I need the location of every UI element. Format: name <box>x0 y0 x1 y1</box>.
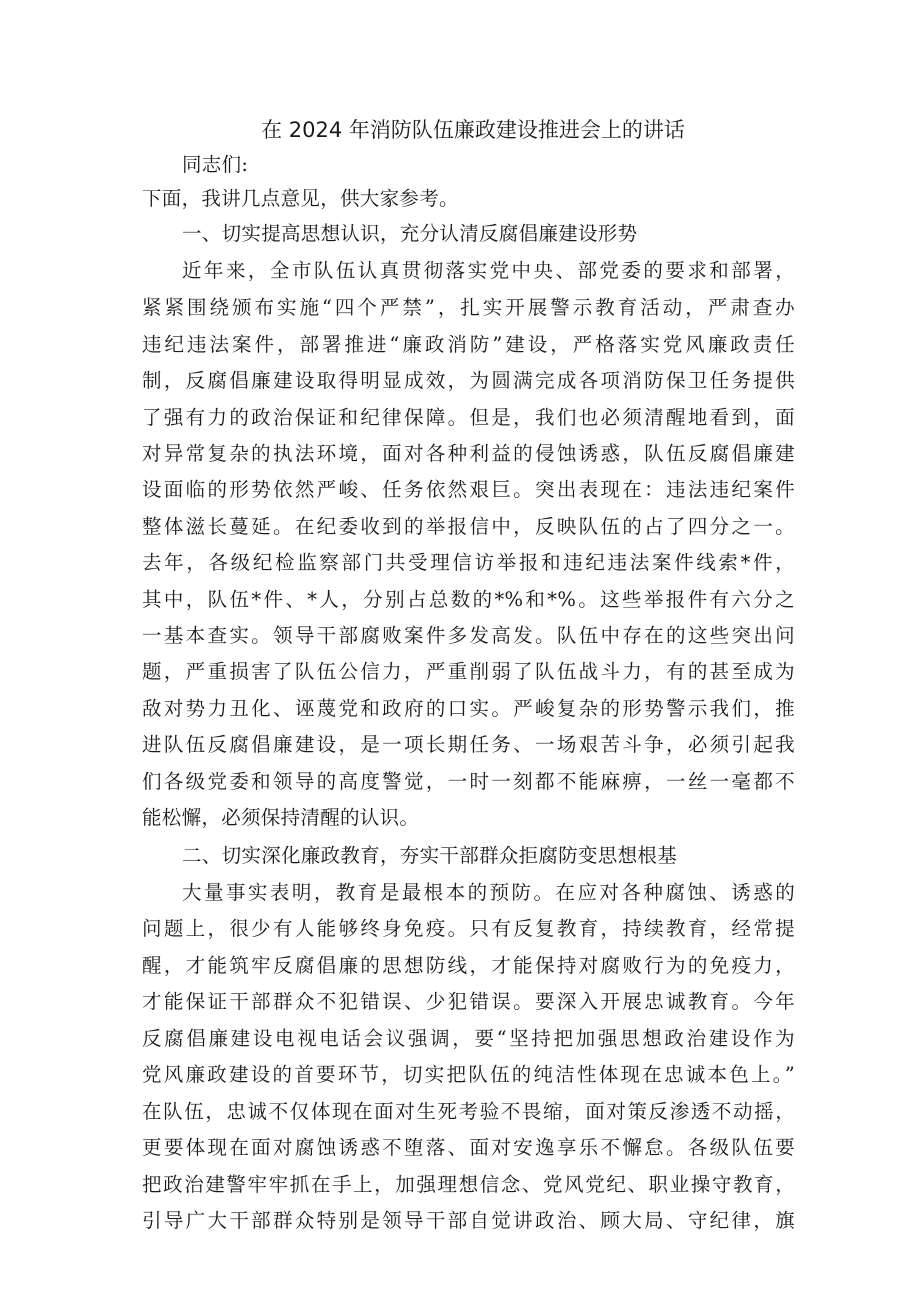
paragraph-line: 设面临的形势依然严峻、任务依然艰巨。突出表现在：违法违纪案件 <box>142 478 795 501</box>
paragraph-line: 在队伍，忠诚不仅体现在面对生死考验不畏缩，面对策反渗透不动摇， <box>142 1100 795 1123</box>
section-heading-2: 二、切实深化廉政教育，夯实干部群众拒腐防变思想根基 <box>182 844 678 867</box>
paragraph-line: 下面，我讲几点意见，供大家参考。 <box>142 187 459 210</box>
paragraph-line: 题，严重损害了队伍公信力，严重削弱了队伍战斗力，有的甚至成为 <box>142 660 795 683</box>
paragraph-line: 近年来，全市队伍认真贯彻落实党中央、部党委的要求和部署， <box>182 259 795 282</box>
paragraph-line: 进队伍反腐倡廉建设，是一项长期任务、一场艰苦斗争，必须引起我 <box>142 733 795 756</box>
paragraph-line: 能松懈，必须保持清醒的认识。 <box>142 806 420 829</box>
paragraph-line: 反腐倡廉建设电视电话会议强调，要“坚持把加强思想政治建设作为 <box>142 1027 795 1050</box>
paragraph-line: 更要体现在面对腐蚀诱惑不堕落、面对安逸享乐不懈怠。各级队伍要 <box>142 1136 795 1159</box>
paragraph-line: 醒，才能筑牢反腐倡廉的思想防线，才能保持对腐败行为的免疫力， <box>142 954 795 977</box>
paragraph-line: 引导广大干部群众特别是领导干部自觉讲政治、顾大局、守纪律，旗 <box>142 1209 795 1232</box>
paragraph-line: 问题上，很少有人能够终身免疫。只有反复教育，持续教育，经常提 <box>142 917 795 940</box>
paragraph-line: 制，反腐倡廉建设取得明显成效，为圆满完成各项消防保卫任务提供 <box>142 369 795 392</box>
document-title: 在 2024 年消防队伍廉政建设推进会上的讲话 <box>261 118 685 142</box>
paragraph-line: 党风廉政建设的首要环节，切实把队伍的纯洁性体现在忠诚本色上。” <box>142 1063 795 1086</box>
paragraph-line: 敌对势力丑化、诬蔑党和政府的口实。严峻复杂的形势警示我们，推 <box>142 697 795 720</box>
paragraph-line: 其中，队伍*件、*人，分别占总数的*%和*%。这些举报件有六分之 <box>142 588 795 611</box>
paragraph-line: 们各级党委和领导的高度警觉，一时一刻都不能麻痹，一丝一毫都不 <box>142 770 795 793</box>
paragraph-line: 大量事实表明，教育是最根本的预防。在应对各种腐蚀、诱惑的 <box>182 881 795 904</box>
paragraph-line: 把政治建警牢牢抓在手上，加强理想信念、党风党纪、职业操守教育， <box>142 1173 795 1196</box>
paragraph-line: 对异常复杂的执法环境，面对各种利益的侵蚀诱惑，队伍反腐倡廉建 <box>142 442 795 465</box>
paragraph-line: 了强有力的政治保证和纪律保障。但是，我们也必须清醒地看到，面 <box>142 406 795 429</box>
paragraph-line: 整体滋长蔓延。在纪委收到的举报信中，反映队伍的占了四分之一。 <box>142 515 795 538</box>
salutation: 同志们: <box>182 153 249 176</box>
paragraph-line: 紧紧围绕颁布实施“四个严禁”，扎实开展警示教育活动，严肃查办 <box>142 296 795 319</box>
paragraph-line: 去年，各级纪检监察部门共受理信访举报和违纪违法案件线索*件， <box>142 551 795 574</box>
paragraph-line: 一基本查实。领导干部腐败案件多发高发。队伍中存在的这些突出问 <box>142 624 795 647</box>
paragraph-line: 违纪违法案件，部署推进“廉政消防”建设，严格落实党风廉政责任 <box>142 333 795 356</box>
paragraph-line: 才能保证干部群众不犯错误、少犯错误。要深入开展忠诚教育。今年 <box>142 990 795 1013</box>
section-heading-1: 一、切实提高思想认识，充分认清反腐倡廉建设形势 <box>182 222 638 245</box>
